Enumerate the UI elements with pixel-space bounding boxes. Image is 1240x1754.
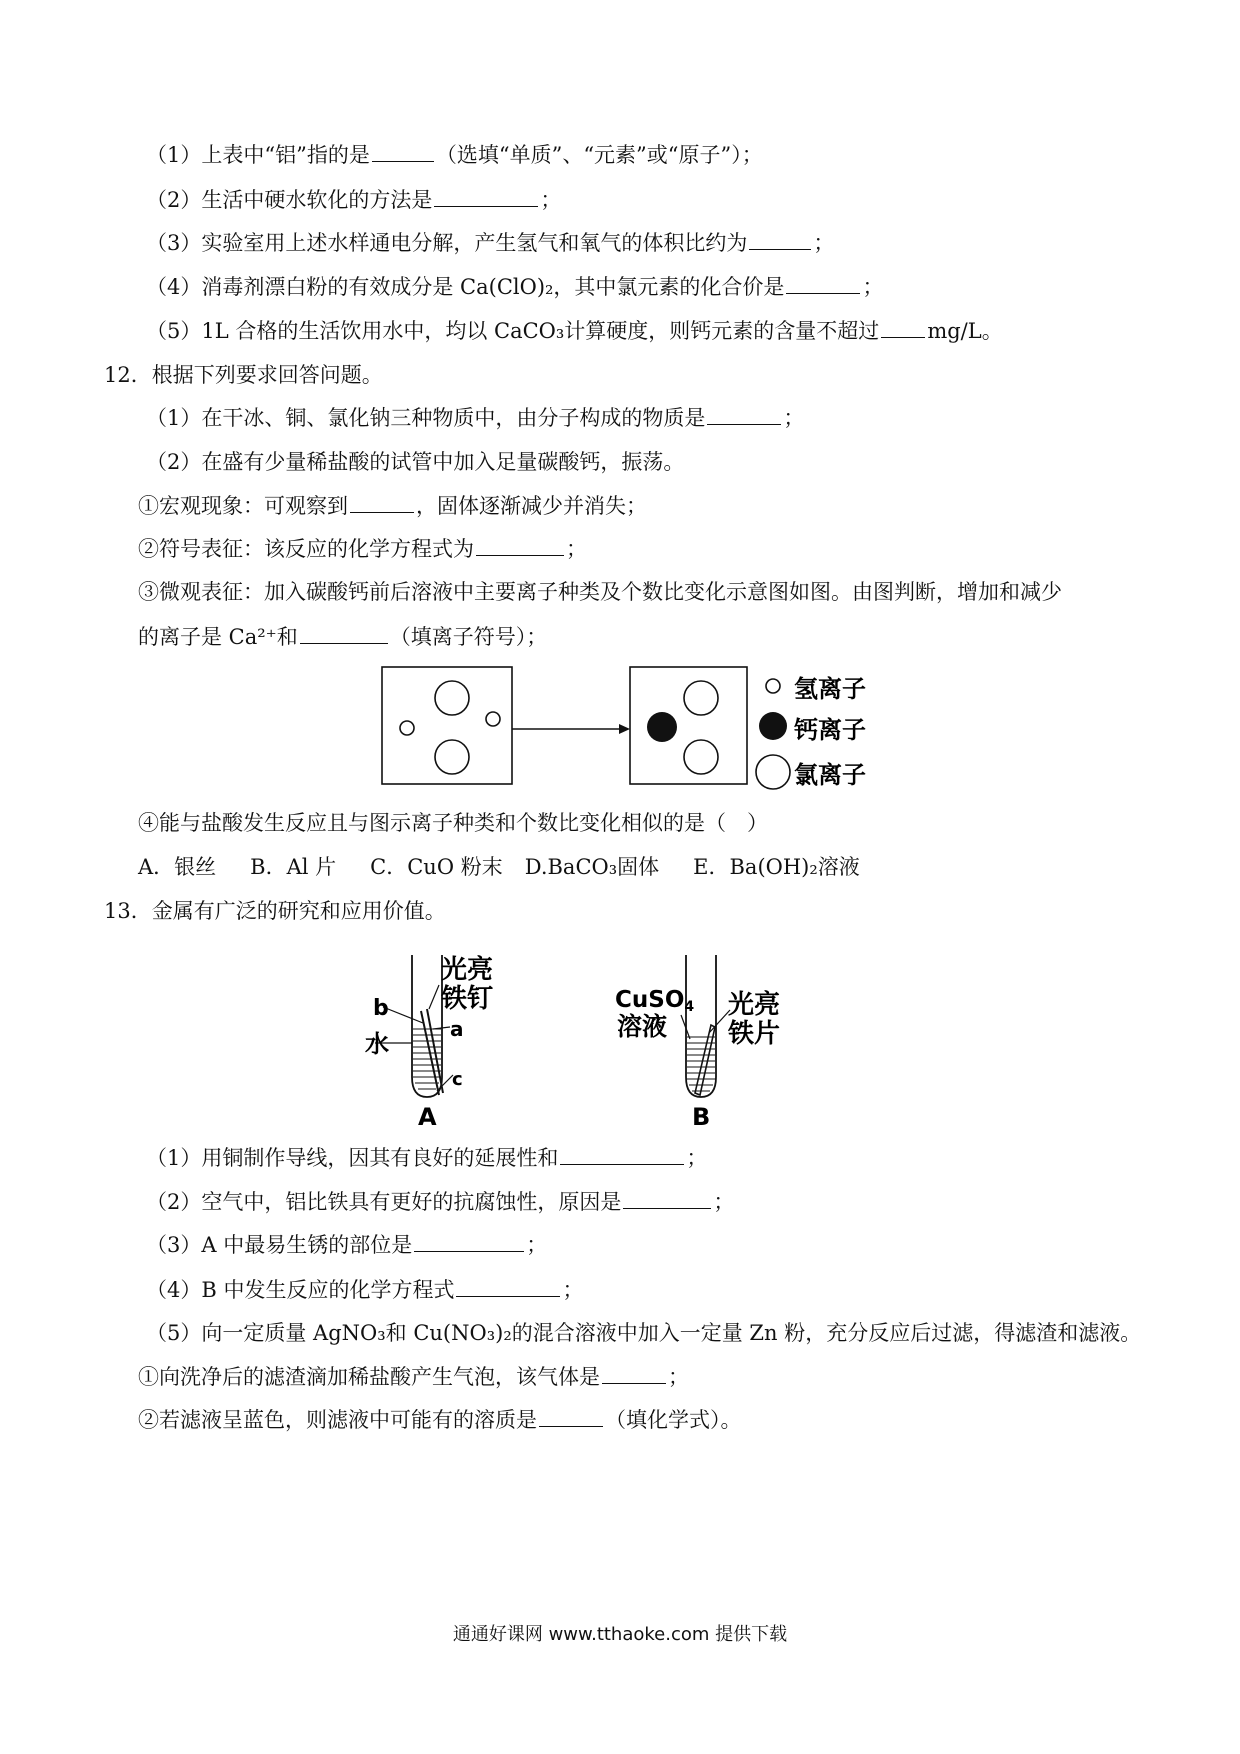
answer-blank[interactable] <box>786 273 860 294</box>
q12-sub-1: ①宏观现象：可观察到 ，固体逐渐减少并消失； <box>138 494 647 518</box>
legend-hydrogen-label: 氢离子 <box>794 675 866 703</box>
tube-b-label: B <box>692 1103 711 1125</box>
answer-blank[interactable] <box>749 229 811 250</box>
q11-line-4: （4）消毒剂漂白粉的有效成分是 Ca(ClO)₂，其中氯元素的化合价是 ； <box>146 275 884 299</box>
answer-blank[interactable] <box>456 1276 560 1297</box>
legend-calcium-marker <box>759 712 787 740</box>
option-e[interactable]: E．Ba(OH)₂溶液 <box>693 855 860 879</box>
label-a: a <box>450 1017 464 1041</box>
plate-label-1: 光亮 <box>728 990 781 1020</box>
q12-title: 12．根据下列要求回答问题。 <box>104 363 383 387</box>
answer-blank[interactable] <box>602 1363 666 1384</box>
label-b: b <box>373 996 389 1021</box>
chloride-ion <box>435 681 469 715</box>
q12-line-2: （2）在盛有少量稀盐酸的试管中加入足量碳酸钙，振荡。 <box>146 450 685 474</box>
chloride-ion <box>684 740 718 774</box>
calcium-ion <box>647 712 677 742</box>
answer-blank[interactable] <box>560 1144 684 1165</box>
cuso4-label: CuSO4 <box>615 987 695 1015</box>
nail-label-1: 光亮 <box>441 955 494 985</box>
q11-line-2: （2）生活中硬水软化的方法是 ； <box>146 188 562 212</box>
answer-blank[interactable] <box>707 404 781 425</box>
answer-blank[interactable] <box>300 623 388 644</box>
q13-line-2: （2）空气中，铝比铁具有更好的抗腐蚀性，原因是 ； <box>146 1190 735 1214</box>
hydrogen-ion <box>486 712 500 726</box>
answer-blank[interactable] <box>434 186 538 207</box>
q12-sub-3a: ③微观表征：加入碳酸钙前后溶液中主要离子种类及个数比变化示意图如图。由图判断，增加和减少 <box>138 580 1062 604</box>
answer-blank[interactable] <box>881 317 925 338</box>
iron-nail <box>421 1009 443 1095</box>
legend-calcium-label: 钙离子 <box>794 716 866 744</box>
answer-blank[interactable] <box>350 492 414 513</box>
page-footer: 通通好课网 www.tthaoke.com 提供下载 <box>452 1624 788 1645</box>
q11-line-5: （5）1L 合格的生活饮用水中，均以 CaCO₃计算硬度，则钙元素的含量不超过 mg/L。 <box>146 319 1003 343</box>
label-c: c <box>452 1069 463 1090</box>
q12-line-1: （1）在干冰、铜、氯化钠三种物质中，由分子构成的物质是 ； <box>146 406 805 430</box>
answer-blank[interactable] <box>623 1188 711 1209</box>
q12-sub-3b: 的离子是 Ca²⁺和 （填离子符号）； <box>138 625 548 649</box>
legend-chloride-marker <box>756 755 790 789</box>
q11-line-3: （3）实验室用上述水样通电分解，产生氢气和氧气的体积比约为 ； <box>146 231 835 255</box>
nail-label-2: 铁钉 <box>441 984 494 1014</box>
q13-line-5: （5）向一定质量 AgNO₃和 Cu(NO₃)₂的混合溶液中加入一定量 Zn 粉，充分反应后过滤，得滤渣和滤液。 <box>146 1321 1142 1345</box>
option-b[interactable]: B．Al 片 <box>250 855 337 879</box>
arrow-head <box>619 724 630 734</box>
ion-change-diagram <box>380 660 870 800</box>
q13-line-4: （4）B 中发生反应的化学方程式 ； <box>146 1278 584 1302</box>
tube-a <box>412 955 442 1097</box>
legend-hydrogen-marker <box>766 679 780 693</box>
tube-a-label: A <box>418 1103 437 1125</box>
q13-sub-2: ②若滤液呈蓝色，则滤液中可能有的溶质是 （填化学式）。 <box>138 1408 742 1432</box>
q12-sub-2: ②符号表征：该反应的化学方程式为 ； <box>138 537 587 561</box>
legend-chloride-label: 氯离子 <box>794 761 866 789</box>
q13-title: 13．金属有广泛的研究和应用价值。 <box>104 899 446 923</box>
q13-line-3: （3）A 中最易生锈的部位是 ； <box>146 1233 548 1257</box>
chloride-ion <box>435 740 469 774</box>
q11-line-1: （1）上表中“铝”指的是 （选填“单质”、“元素”或“原子”）； <box>146 143 763 167</box>
option-d[interactable]: D.BaCO₃固体 <box>524 855 660 879</box>
chloride-ion <box>684 681 718 715</box>
test-tube-figures <box>355 945 815 1125</box>
answer-blank[interactable] <box>414 1231 524 1252</box>
answer-blank[interactable] <box>539 1406 603 1427</box>
hydrogen-ion <box>400 721 414 735</box>
q12-options <box>138 852 894 882</box>
answer-blank[interactable] <box>372 141 434 162</box>
q12-sub-4: ④能与盐酸发生反应且与图示离子种类和个数比变化相似的是（ ） <box>138 811 768 835</box>
option-a[interactable]: A．银丝 <box>138 855 217 879</box>
option-c[interactable]: C．CuO 粉末 <box>370 855 503 879</box>
answer-blank[interactable] <box>476 535 564 556</box>
solution-label: 溶液 <box>617 1012 668 1041</box>
q13-sub-1: ①向洗净后的滤渣滴加稀盐酸产生气泡，该气体是 ； <box>138 1365 689 1389</box>
water-label: 水 <box>365 1030 389 1058</box>
q13-line-1: （1）用铜制作导线，因其有良好的延展性和 ； <box>146 1146 708 1170</box>
plate-label-2: 铁片 <box>728 1019 781 1049</box>
